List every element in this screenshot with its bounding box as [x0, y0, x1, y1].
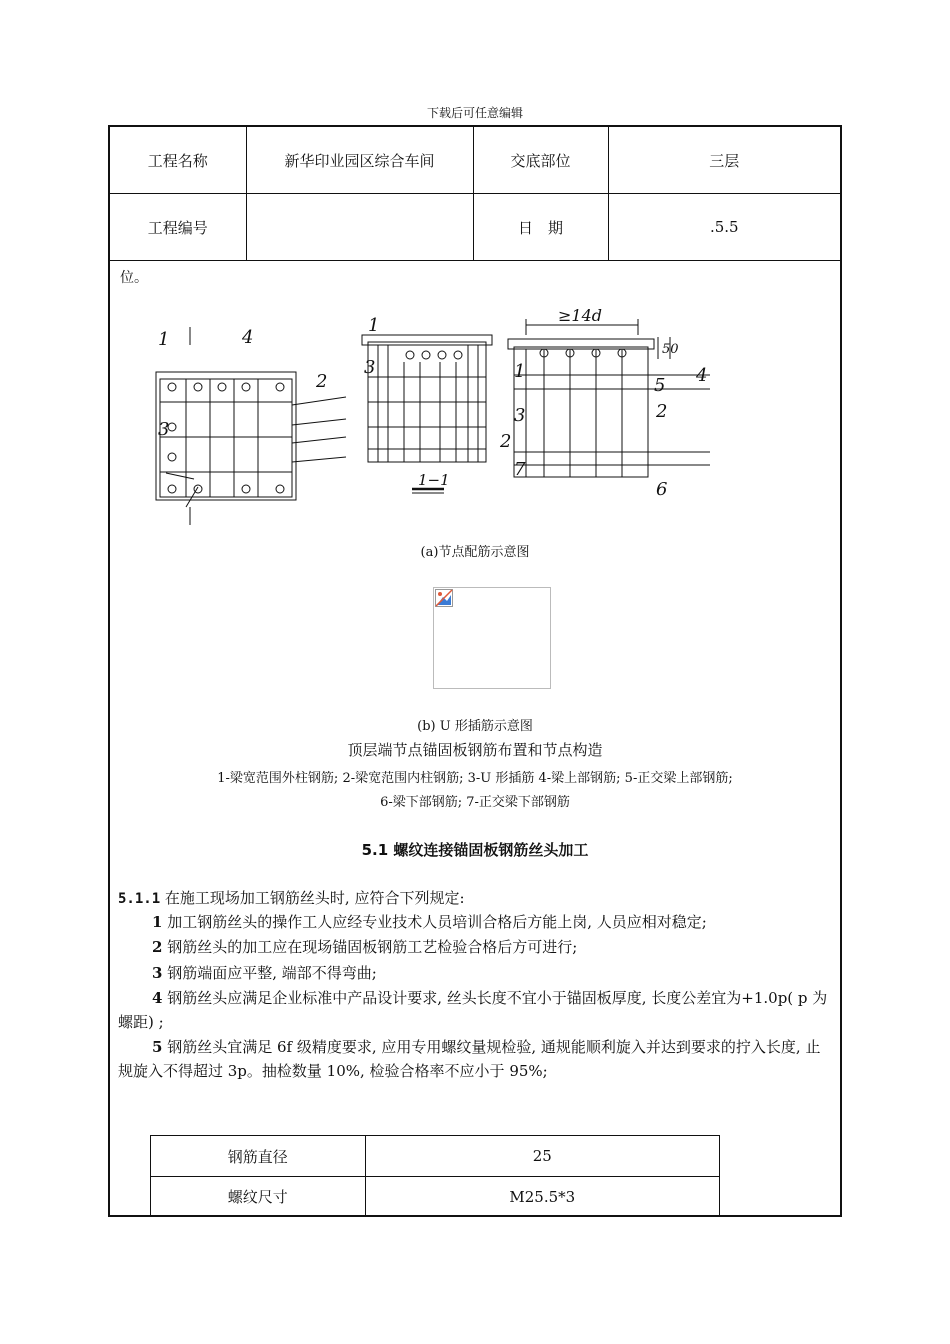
item-number: 3 [152, 964, 163, 982]
list-item [118, 910, 834, 934]
table-row [151, 1177, 720, 1217]
info-table [110, 127, 840, 261]
spec-table [150, 1135, 720, 1216]
info-row [110, 127, 840, 194]
item-number: 4 [152, 989, 163, 1007]
table-row [151, 1136, 720, 1177]
item-number: 2 [152, 938, 163, 956]
label-c-3: 3 [514, 405, 526, 426]
section-mark: 1−1 [418, 471, 450, 489]
document-frame [108, 125, 842, 1217]
label-c-2: 2 [656, 401, 668, 422]
page-header: 下载后可任意编辑 [426, 106, 523, 120]
caption-a: (a)节点配筋示意图 [420, 545, 530, 560]
label-c-4: 4 [696, 365, 708, 386]
date-label: 日 期 [473, 194, 608, 261]
label-b-1: 1 [368, 315, 380, 336]
node-rebar-figure [150, 307, 750, 527]
item-text: 钢筋端面应平整, 端部不得弯曲; [162, 964, 377, 982]
section-view [362, 335, 492, 493]
clause-text: 在施工现场加工钢筋丝头时, 应符合下列规定: [160, 889, 465, 907]
figure-legend-line2: 6-梁下部钢筋; 7-正交梁下部钢筋 [380, 795, 570, 810]
figure-legend-line1: 1-梁宽范围外柱钢筋; 2-梁宽范围内柱钢筋; 3-U 形插筋 4-梁上部钢筋; 5-正交梁上部钢筋; [217, 771, 733, 786]
item-number: 5 [152, 1038, 163, 1056]
item-text: 钢筋丝头宜满足 6f 级精度要求, 应用专用螺纹量规检验, 通规能顺利旋入并达到要求的拧入长度, 止规旋入不得超过 3p。抽检数量 10%, 检验合格率不应小于 95%; [118, 1038, 821, 1080]
plan-view [156, 327, 346, 525]
label-b-2: 2 [500, 431, 512, 452]
figure-title: 顶层端节点锚固板钢筋布置和节点构造 [347, 741, 603, 759]
location-value: 三层 [608, 127, 840, 194]
label-c-7: 7 [514, 459, 526, 480]
clause-number: 5.1.1 [118, 891, 161, 907]
project-number-label: 工程编号 [110, 194, 246, 261]
item-text: 加工钢筋丝头的操作工人应经专业技术人员培训合格后方能上岗, 人员应相对稳定; [162, 913, 707, 931]
list-item [118, 1035, 834, 1083]
item-text: 钢筋丝头的加工应在现场锚固板钢筋工艺检验合格后方可进行; [162, 938, 578, 956]
broken-image-icon [435, 589, 453, 607]
elevation-view [508, 319, 710, 477]
list-item [118, 935, 834, 959]
caption-b: (b) U 形插筋示意图 [417, 719, 533, 734]
label-c-1: 1 [514, 361, 526, 382]
dimension-label: ≥14d [558, 307, 603, 325]
list-item [118, 961, 834, 985]
project-number-value [246, 194, 473, 261]
clause-5-1-1 [118, 886, 834, 911]
list-item [118, 986, 834, 1034]
label-c-5: 5 [654, 375, 666, 396]
section-title: 5.1 螺纹连接锚固板钢筋丝头加工 [361, 841, 589, 859]
label-b-3: 3 [364, 357, 376, 378]
label-a-1: 1 [158, 329, 170, 350]
label-a-3: 3 [158, 419, 170, 440]
location-label: 交底部位 [473, 127, 608, 194]
item-text: 钢筋丝头应满足企业标准中产品设计要求, 丝头长度不宜小于锚固板厚度, 长度公差宜为+1.0p( p 为螺距) ; [118, 989, 828, 1031]
label-c-6: 6 [656, 479, 668, 500]
thread-size-value: M25.5*3 [365, 1177, 719, 1217]
rebar-diameter-value: 25 [365, 1136, 719, 1177]
image-placeholder [433, 587, 551, 689]
project-name-label: 工程名称 [110, 127, 246, 194]
item-number: 1 [152, 913, 163, 931]
project-name-value: 新华印业园区综合车间 [246, 127, 473, 194]
label-a-2: 2 [316, 371, 328, 392]
figure-labels [158, 307, 707, 500]
info-row [110, 194, 840, 261]
rebar-diameter-label: 钢筋直径 [151, 1136, 366, 1177]
thread-size-label: 螺纹尺寸 [151, 1177, 366, 1217]
dimension-50: 50 [662, 342, 679, 357]
label-a-4: 4 [242, 327, 254, 348]
leading-fragment: 位。 [120, 270, 148, 286]
date-value: .5.5 [608, 194, 840, 261]
